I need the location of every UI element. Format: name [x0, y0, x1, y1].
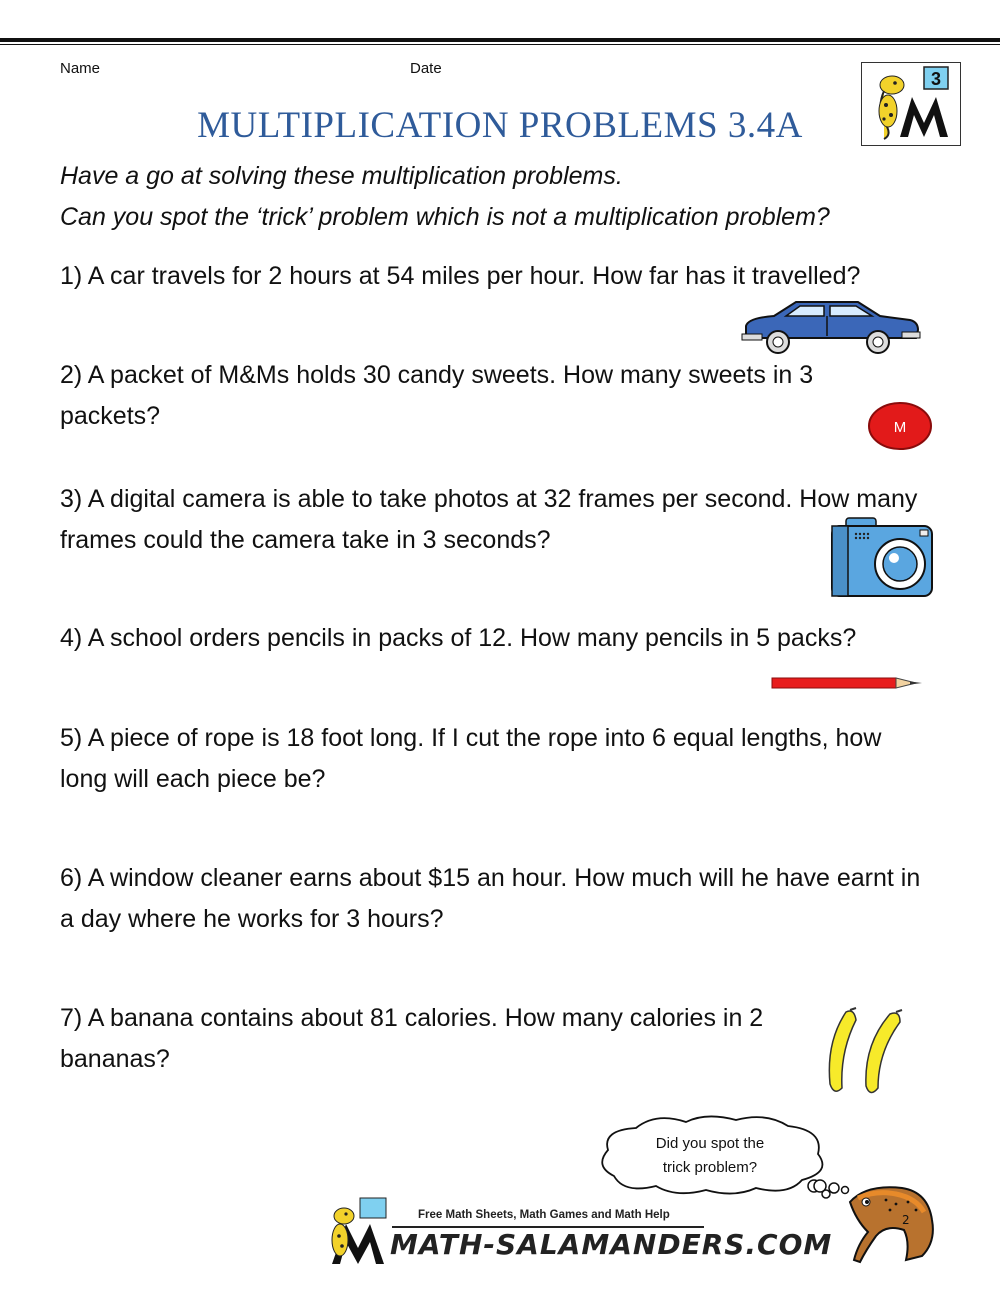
footer-tagline: Free Math Sheets, Math Games and Math Help [418, 1209, 670, 1221]
top-rule-thin [0, 44, 1000, 45]
instruction-line-2: Can you spot the ‘trick’ problem which is not a multiplication problem? [60, 203, 830, 231]
candy-letter: M [893, 419, 907, 436]
bananas-icon [820, 1006, 920, 1098]
question-4: 4) A school orders pencils in packs of 12. How many pencils in 5 packs? [60, 624, 857, 652]
candy-icon [866, 400, 934, 452]
camera-icon [830, 516, 934, 598]
pencil-icon [770, 676, 926, 690]
question-5: 5) A piece of rope is 18 foot long. If I cut the rope into 6 equal lengths, how long will each piece be? [60, 724, 882, 793]
page-title: MULTIPLICATION PROBLEMS 3.4A [197, 105, 803, 146]
question-3: 3) A digital camera is able to take photos at 32 frames per second. How many frames could the camera take in 3 seconds? [60, 485, 918, 554]
question-2: 2) A packet of M&Ms holds 30 candy sweets. How many sweets in 3 packets? [60, 361, 814, 430]
speech-bubble-text: Did you spot the trick problem? [655, 1135, 765, 1176]
top-rule-thick [0, 38, 1000, 42]
question-7: 7) A banana contains about 81 calories. How many calories in 2 bananas? [60, 1004, 764, 1073]
date-label: Date [410, 60, 442, 77]
footer-logo-icon [326, 1196, 392, 1268]
instruction-line-1: Have a go at solving these multiplication problems. [60, 162, 623, 190]
question-1: 1) A car travels for 2 hours at 54 miles per hour. How far has it travelled? [60, 262, 861, 290]
salamander-character-icon [846, 1180, 936, 1264]
footer-site-name: MATH-SALAMANDERS.COM [390, 1228, 833, 1261]
svg-text:2: 2 [902, 1213, 910, 1227]
logo-grade-text: 3 [930, 69, 942, 89]
car-icon [740, 296, 922, 356]
thought-dots-icon [810, 1176, 850, 1196]
name-label: Name [60, 60, 101, 77]
question-6: 6) A window cleaner earns about $15 an hour. How much will he have earnt in a day where he works for 3 hours? [60, 864, 921, 933]
